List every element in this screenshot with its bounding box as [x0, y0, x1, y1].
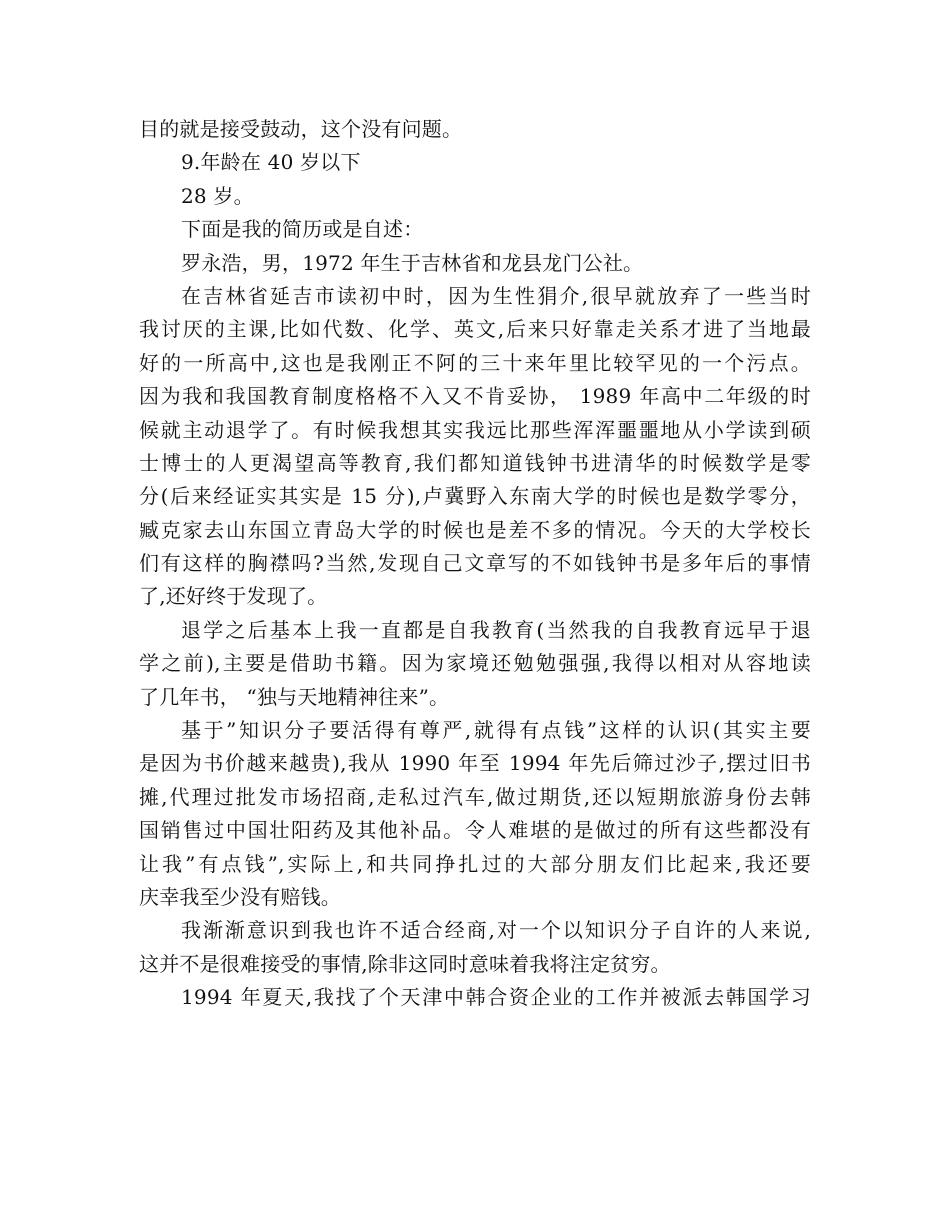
- paragraph-line: 学之前),主要是借助书籍。因为家境还勉勉强强,我得以相对从容地读: [139, 651, 811, 676]
- paragraph-line: 国销售过中国壮阳药及其他补品。令人难堪的是做过的所有这些都没有: [139, 818, 811, 843]
- text-line: 罗永浩，男，1972 年生于吉林省和龙县龙门公社。: [181, 250, 644, 275]
- text-line: 目的就是接受鼓动，这个没有问题。: [139, 117, 463, 141]
- document-body: [139, 113, 811, 1015]
- paragraph-line: 我渐渐意识到我也许不适合经商,对一个以知识分子自许的人来说,: [181, 918, 811, 943]
- paragraph-line: 臧克家去山东国立青岛大学的时候也是差不多的情况。今天的大学校长: [139, 517, 811, 542]
- paragraph-line: 庆幸我至少没有赔钱。: [139, 884, 341, 909]
- paragraph-line: 因为我和我国教育制度格格不入又不肯妥协， 1989 年高中二年级的时: [139, 384, 811, 409]
- paragraph-line: 士博士的人更渴望高等教育,我们都知道钱钟书进清华的时候数学是零: [139, 450, 811, 475]
- paragraph-line: 们有这样的胸襟吗?当然,发现自己文章写的不如钱钟书是多年后的事情: [139, 551, 811, 576]
- text-line: 28 岁。: [181, 183, 254, 208]
- paragraph-line: 让我”有点钱”,实际上,和共同挣扎过的大部分朋友们比起来,我还要: [139, 851, 811, 876]
- paragraph-line: 摊,代理过批发市场招商,走私过汽车,做过期货,还以短期旅游身份去韩: [139, 784, 811, 809]
- paragraph-line: 这并不是很难接受的事情,除非这同时意味着我将注定贫穷。: [139, 951, 671, 976]
- paragraph-line: 1994 年夏天,我找了个天津中韩合资企业的工作并被派去韩国学习: [181, 985, 811, 1010]
- paragraph-line: 我讨厌的主课,比如代数、化学、英文,后来只好靠走关系才进了当地最: [139, 317, 811, 342]
- paragraph-line: 退学之后基本上我一直都是自我教育(当然我的自我教育远早于退: [181, 617, 811, 642]
- text-line: 下面是我的简历或是自述：: [181, 217, 424, 242]
- paragraph-line: 在吉林省延吉市读初中时，因为生性狷介,很早就放弃了一些当时: [181, 283, 811, 308]
- paragraph-line: 了几年书， “独与天地精神往来”。: [139, 684, 450, 709]
- paragraph-line: 好的一所高中,这也是我刚正不阿的三十来年里比较罕见的一个污点。: [139, 350, 811, 375]
- paragraph-line: 分(后来经证实其实是 15 分),卢冀野入东南大学的时候也是数学零分，: [139, 484, 811, 509]
- paragraph-line: 基于”知识分子要活得有尊严,就得有点钱”这样的认识(其实主要: [181, 718, 811, 743]
- paragraph-line: 是因为书价越来越贵),我从 1990 年至 1994 年先后筛过沙子,摆过旧书: [139, 751, 811, 776]
- paragraph-line: 候就主动退学了。有时候我想其实我远比那些浑浑噩噩地从小学读到硕: [139, 417, 811, 442]
- paragraph-line: 了,还好终于发现了。: [139, 584, 328, 609]
- list-item-age-requirement: 9.年龄在 40 岁以下: [181, 150, 361, 175]
